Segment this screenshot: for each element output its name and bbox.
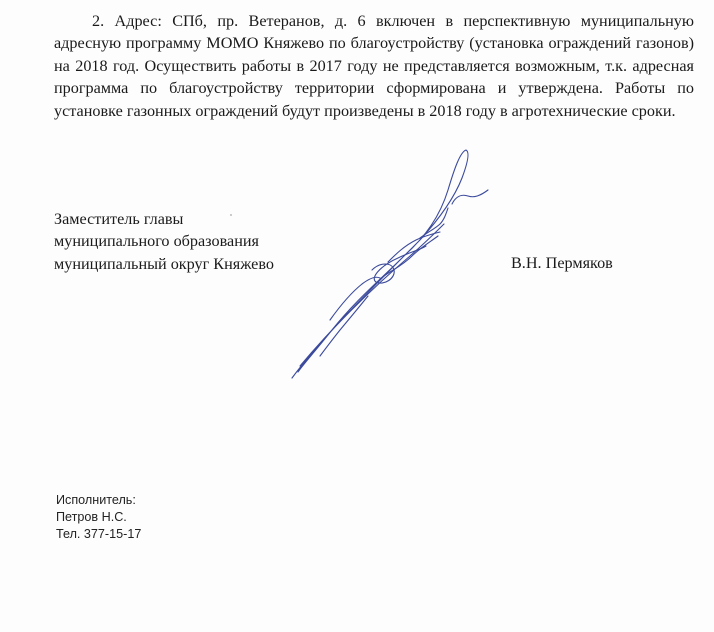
paragraph-line: адресную программу МОМО Княжево по благоустройству (установка ограждений газонов) [54, 34, 694, 53]
signer-name: В.Н. Пермяков [511, 254, 613, 272]
position-line: Заместитель главы [54, 210, 184, 228]
signature-stroke [320, 296, 368, 356]
paragraph-line: 2. Адрес: СПб, пр. Ветеранов, д. 6 включен в перспективную муниципальную [92, 12, 694, 30]
signature-stroke [292, 150, 468, 378]
signature-stroke [372, 246, 426, 283]
executor-name: Петров Н.С. [56, 510, 127, 525]
signature-stroke [420, 208, 448, 238]
paragraph-line: программа по благоустройству территории сформирована и утверждена. Работы по [54, 79, 694, 98]
position-line: муниципальный округ Княжево [54, 254, 274, 273]
signature-stroke [388, 232, 440, 262]
executor-phone: Тел. 377-15-17 [56, 527, 142, 542]
signature-stroke [452, 190, 488, 204]
signature-stroke [330, 277, 380, 320]
position-line: муниципального образования [54, 232, 259, 251]
signature-stroke [300, 224, 444, 366]
scan-speck [230, 214, 232, 216]
executor-block [56, 492, 141, 544]
paragraph-line: установке газонных ограждений будут произведены в 2018 году в агротехнические сроки. [54, 101, 676, 120]
paragraph-line: на 2018 год. Осуществить работы в 2017 году не представляется возможным, т.к. адресная [54, 56, 694, 75]
signature-stroke [384, 236, 438, 276]
signatory-position [54, 208, 274, 275]
executor-label: Исполнитель: [56, 493, 136, 507]
body-paragraph [54, 10, 694, 122]
